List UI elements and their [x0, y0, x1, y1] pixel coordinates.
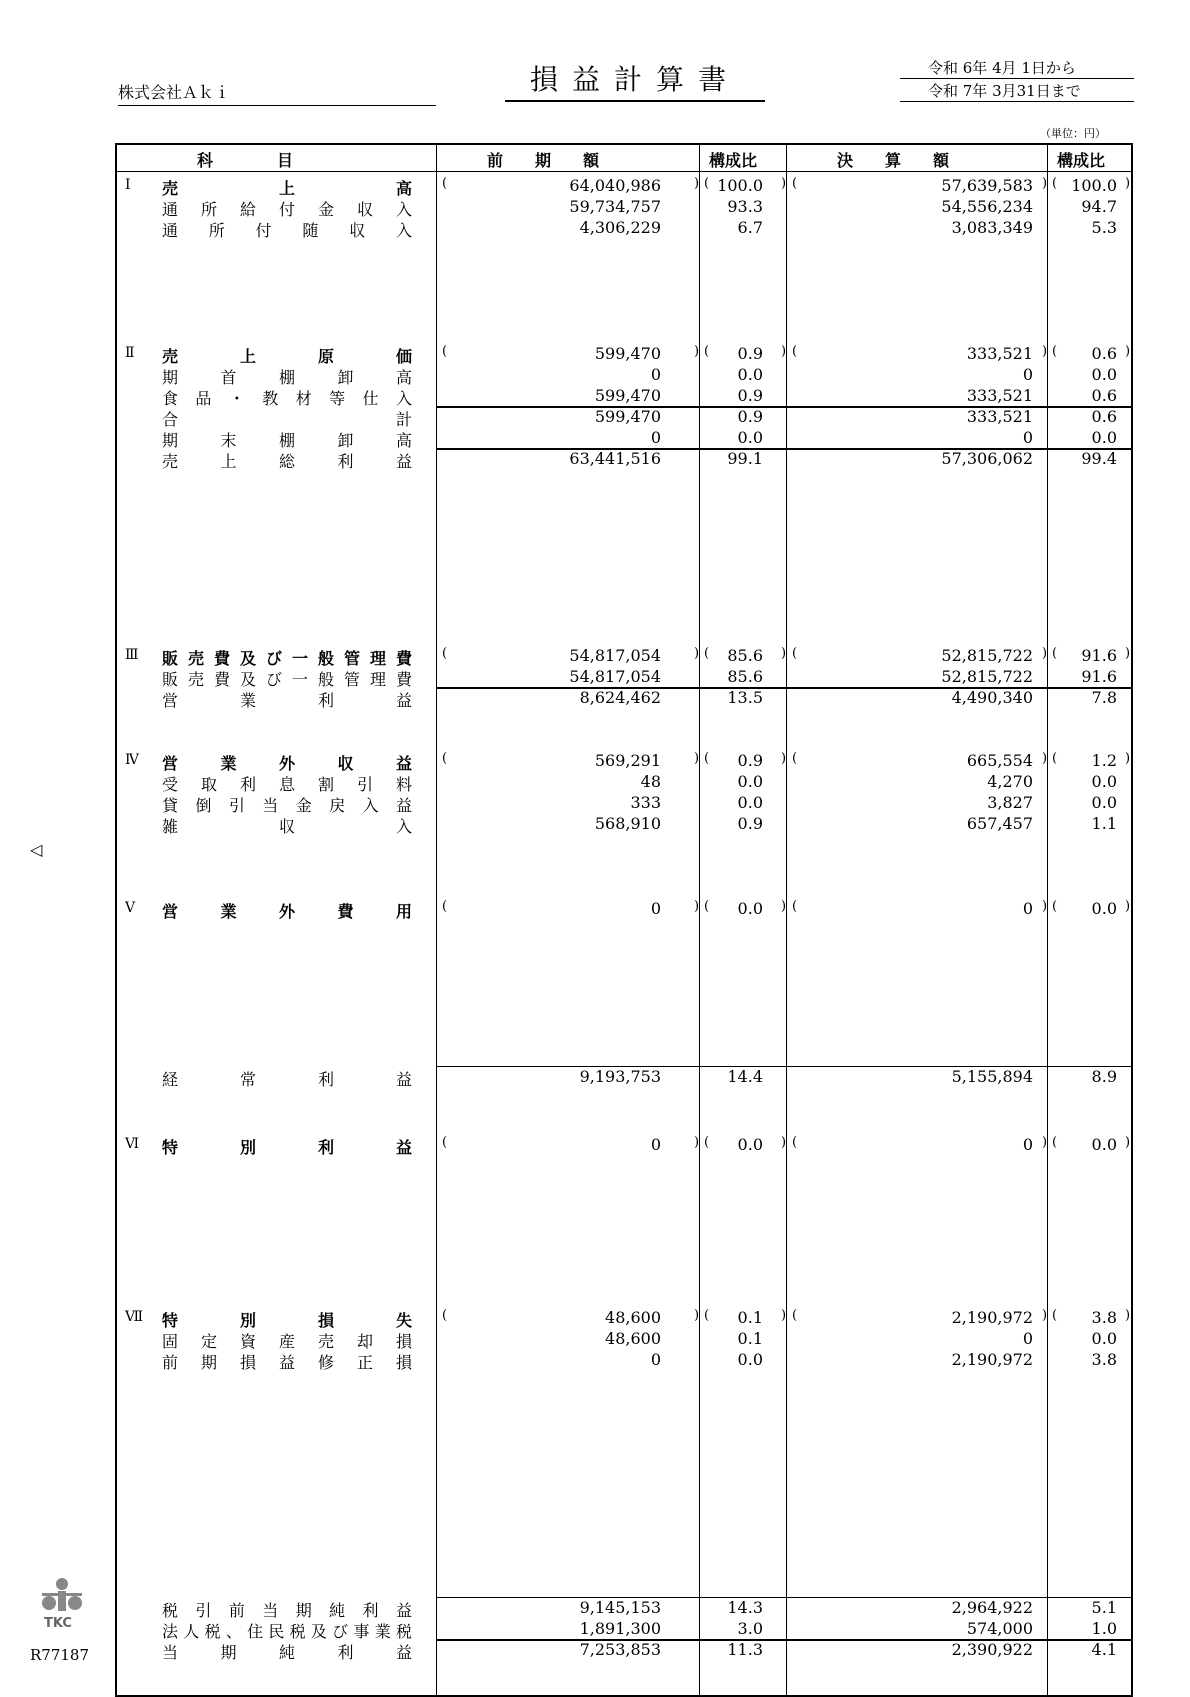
row-roman: Ⅰ	[125, 177, 131, 193]
row-label: 販売費及び一般管理費	[162, 670, 412, 689]
row-label: 法人税、住民税及び事業税	[162, 1622, 412, 1641]
header-cur-ratio: 構成比	[1057, 151, 1106, 170]
paren-mark: (	[442, 1135, 448, 1150]
table-row	[117, 218, 1131, 239]
row-prev-ratio: 13.5	[727, 688, 763, 707]
table-row	[117, 1350, 1131, 1371]
company-name: 株式会社Ａｋｉ	[118, 80, 436, 106]
row-label: 経常利益	[162, 1070, 412, 1089]
paren-mark: )	[1042, 899, 1048, 914]
paren-mark: (	[704, 899, 710, 914]
row-prev-amount: 7,253,853	[579, 1640, 661, 1659]
row-label: 売上高	[162, 179, 412, 198]
row-cur-ratio: 0.0	[1091, 793, 1117, 812]
row-cur-amount: 0	[1022, 1329, 1033, 1348]
row-label: 営業外費用	[162, 902, 412, 921]
row-cur-amount: 333,521	[966, 407, 1033, 426]
row-label: 営業外収益	[162, 754, 412, 773]
row-cur-amount: 0	[1022, 1135, 1033, 1154]
paren-mark: (	[704, 344, 710, 359]
paren-mark: )	[1125, 751, 1131, 766]
row-prev-amount: 54,817,054	[569, 667, 661, 686]
table-row	[117, 899, 1131, 920]
row-prev-ratio: 14.3	[727, 1598, 763, 1617]
row-prev-amount: 9,145,153	[579, 1598, 661, 1617]
row-cur-ratio: 3.8	[1091, 1350, 1117, 1369]
paren-mark: )	[1125, 646, 1131, 661]
row-label: 通所給付金収入	[162, 200, 412, 219]
row-cur-ratio: 0.0	[1091, 428, 1117, 447]
table-row	[117, 1329, 1131, 1350]
table-row	[117, 688, 1131, 709]
paren-mark: )	[1125, 899, 1131, 914]
row-cur-amount: 3,083,349	[951, 218, 1033, 237]
row-prev-amount: 48,600	[605, 1308, 661, 1327]
header-prev-amount: 前 期 額	[487, 151, 600, 170]
paren-mark: (	[704, 646, 710, 661]
row-cur-amount: 4,270	[987, 772, 1033, 791]
sum-line	[436, 1066, 1131, 1067]
row-prev-ratio: 100.0	[717, 176, 763, 195]
table-row	[117, 646, 1131, 667]
paren-mark: )	[1125, 344, 1131, 359]
table-row	[117, 814, 1131, 835]
row-cur-amount: 0	[1022, 899, 1033, 918]
paren-mark: )	[694, 1308, 700, 1323]
paren-mark: )	[1125, 1308, 1131, 1323]
paren-mark: (	[442, 1308, 448, 1323]
table-row	[117, 1308, 1131, 1329]
period-to: 令和 7年 3月31日まで	[900, 79, 1134, 102]
sum-line	[436, 1597, 1131, 1598]
row-prev-ratio: 11.3	[727, 1640, 763, 1659]
row-label: 税引前当期純利益	[162, 1601, 412, 1620]
paren-mark: )	[781, 1308, 787, 1323]
row-cur-ratio: 0.0	[1091, 365, 1117, 384]
table-row	[117, 1640, 1131, 1661]
row-prev-amount: 9,193,753	[579, 1067, 661, 1086]
row-prev-amount: 1,891,300	[579, 1619, 661, 1638]
table-row	[117, 428, 1131, 449]
row-cur-amount: 0	[1022, 365, 1033, 384]
row-cur-ratio: 8.9	[1091, 1067, 1117, 1086]
row-prev-ratio: 0.0	[737, 899, 763, 918]
paren-mark: )	[1042, 176, 1048, 191]
row-prev-ratio: 0.1	[737, 1329, 763, 1348]
row-prev-amount: 333	[630, 793, 661, 812]
sum-line	[436, 688, 1131, 689]
row-prev-ratio: 0.9	[737, 344, 763, 363]
paren-mark: (	[442, 344, 448, 359]
row-label: 貸倒引当金戻入益	[162, 796, 412, 815]
row-cur-ratio: 0.0	[1091, 1329, 1117, 1348]
period	[900, 56, 1134, 102]
row-prev-amount: 599,470	[594, 386, 661, 405]
row-prev-ratio: 0.1	[737, 1308, 763, 1327]
row-cur-ratio: 99.4	[1081, 449, 1117, 468]
row-cur-amount: 52,815,722	[941, 667, 1033, 686]
row-cur-amount: 657,457	[966, 814, 1033, 833]
row-cur-ratio: 4.1	[1091, 1640, 1117, 1659]
table-header	[117, 145, 1131, 172]
row-prev-amount: 0	[650, 899, 661, 918]
paren-mark: )	[1042, 344, 1048, 359]
sum-line	[436, 449, 1131, 450]
paren-mark: )	[1042, 646, 1048, 661]
row-cur-ratio: 5.1	[1091, 1598, 1117, 1617]
row-label: 期末棚卸高	[162, 431, 412, 450]
row-prev-amount: 0	[650, 365, 661, 384]
income-statement-table	[115, 143, 1133, 1697]
row-roman: Ⅴ	[125, 900, 136, 916]
logo-text: TKC	[44, 1616, 72, 1631]
row-prev-amount: 599,470	[594, 407, 661, 426]
paren-mark: (	[1052, 176, 1058, 191]
table-row	[117, 386, 1131, 407]
row-prev-amount: 0	[650, 1135, 661, 1154]
row-label: 売上原価	[162, 347, 412, 366]
row-cur-amount: 57,639,583	[941, 176, 1033, 195]
unit-label: （単位：円）	[1040, 127, 1106, 140]
row-prev-ratio: 0.0	[737, 1135, 763, 1154]
table-row	[117, 1135, 1131, 1156]
row-label: 特別利益	[162, 1138, 412, 1157]
paren-mark: (	[792, 1308, 798, 1323]
table-row	[117, 449, 1131, 470]
row-prev-ratio: 0.0	[737, 365, 763, 384]
row-cur-amount: 5,155,894	[951, 1067, 1033, 1086]
row-roman: Ⅶ	[125, 1309, 144, 1325]
row-cur-ratio: 0.0	[1091, 899, 1117, 918]
row-cur-ratio: 100.0	[1071, 176, 1117, 195]
row-prev-ratio: 0.0	[737, 428, 763, 447]
row-prev-amount: 0	[650, 428, 661, 447]
row-prev-ratio: 99.1	[727, 449, 763, 468]
row-prev-ratio: 0.0	[737, 772, 763, 791]
paren-mark: )	[781, 1135, 787, 1150]
paren-mark: )	[694, 646, 700, 661]
paren-mark: )	[781, 344, 787, 359]
row-cur-ratio: 0.0	[1091, 1135, 1117, 1154]
paren-mark: )	[1042, 1135, 1048, 1150]
row-prev-amount: 59,734,757	[569, 197, 661, 216]
row-cur-ratio: 0.6	[1091, 386, 1117, 405]
header-cur-amount: 決 算 額	[837, 151, 950, 170]
table-row	[117, 751, 1131, 772]
row-prev-ratio: 85.6	[727, 667, 763, 686]
row-cur-amount: 333,521	[966, 386, 1033, 405]
document-code: R77187	[30, 1646, 90, 1664]
row-cur-ratio: 7.8	[1091, 688, 1117, 707]
row-cur-amount: 333,521	[966, 344, 1033, 363]
table-row	[117, 197, 1131, 218]
sum-line	[436, 407, 1131, 408]
row-prev-amount: 8,624,462	[579, 688, 661, 707]
row-cur-ratio: 0.6	[1091, 407, 1117, 426]
row-prev-amount: 64,040,986	[569, 176, 661, 195]
paren-mark: (	[792, 344, 798, 359]
row-label: 合計	[162, 410, 412, 429]
row-label: 雑収入	[162, 817, 412, 836]
row-cur-ratio: 91.6	[1081, 667, 1117, 686]
paren-mark: )	[781, 646, 787, 661]
paren-mark: )	[1042, 751, 1048, 766]
row-label: 期首棚卸高	[162, 368, 412, 387]
paren-mark: (	[792, 646, 798, 661]
paren-mark: )	[781, 176, 787, 191]
row-prev-amount: 63,441,516	[569, 449, 661, 468]
row-cur-amount: 665,554	[966, 751, 1033, 770]
table-row	[117, 407, 1131, 428]
row-prev-ratio: 93.3	[727, 197, 763, 216]
table-row	[117, 667, 1131, 688]
paren-mark: (	[442, 751, 448, 766]
paren-mark: )	[1125, 1135, 1131, 1150]
row-roman: Ⅵ	[125, 1136, 140, 1152]
row-cur-amount: 2,964,922	[951, 1598, 1033, 1617]
row-prev-ratio: 14.4	[727, 1067, 763, 1086]
paren-mark: (	[792, 751, 798, 766]
row-prev-amount: 48	[640, 772, 661, 791]
table-row	[117, 772, 1131, 793]
row-cur-ratio: 5.3	[1091, 218, 1117, 237]
row-prev-ratio: 0.9	[737, 386, 763, 405]
row-prev-amount: 48,600	[605, 1329, 661, 1348]
row-prev-ratio: 0.9	[737, 407, 763, 426]
paren-mark: )	[694, 344, 700, 359]
row-prev-amount: 599,470	[594, 344, 661, 363]
row-prev-ratio: 3.0	[737, 1619, 763, 1638]
paren-mark: (	[1052, 344, 1058, 359]
row-cur-ratio: 0.6	[1091, 344, 1117, 363]
row-label: 食品・教材等仕入	[162, 389, 412, 408]
page-title: 損益計算書	[505, 58, 765, 102]
row-label: 通所付随収入	[162, 221, 412, 240]
row-cur-amount: 54,556,234	[941, 197, 1033, 216]
row-cur-ratio: 0.0	[1091, 772, 1117, 791]
row-cur-ratio: 91.6	[1081, 646, 1117, 665]
paren-mark: (	[442, 646, 448, 661]
header-prev-ratio: 構成比	[709, 151, 758, 170]
paren-mark: )	[1125, 176, 1131, 191]
paren-mark: (	[442, 176, 448, 191]
table-row	[117, 793, 1131, 814]
row-label: 営業利益	[162, 691, 412, 710]
sum-line	[436, 1640, 1131, 1641]
row-prev-amount: 569,291	[594, 751, 661, 770]
paren-mark: (	[792, 176, 798, 191]
header-subject: 科 目	[197, 151, 294, 170]
paren-mark: )	[781, 899, 787, 914]
paren-mark: (	[792, 899, 798, 914]
tkc-logo-icon	[40, 1577, 84, 1617]
row-label: 当期純利益	[162, 1643, 412, 1662]
paren-mark: (	[704, 751, 710, 766]
row-prev-ratio: 0.0	[737, 793, 763, 812]
row-label: 特別損失	[162, 1311, 412, 1330]
row-cur-ratio: 1.1	[1091, 814, 1117, 833]
row-roman: Ⅱ	[125, 345, 135, 361]
paren-mark: (	[442, 899, 448, 914]
row-cur-amount: 2,190,972	[951, 1308, 1033, 1327]
side-mark: ◁	[30, 840, 43, 859]
row-prev-amount: 54,817,054	[569, 646, 661, 665]
row-cur-amount: 4,490,340	[951, 688, 1033, 707]
paren-mark: )	[694, 1135, 700, 1150]
paren-mark: (	[792, 1135, 798, 1150]
row-roman: Ⅳ	[125, 752, 139, 768]
row-label: 受取利息割引料	[162, 775, 412, 794]
paren-mark: )	[781, 751, 787, 766]
paren-mark: (	[1052, 646, 1058, 661]
row-cur-amount: 52,815,722	[941, 646, 1033, 665]
table-row	[117, 344, 1131, 365]
row-prev-amount: 0	[650, 1350, 661, 1369]
paren-mark: )	[694, 899, 700, 914]
table-row	[117, 176, 1131, 197]
table-row	[117, 1067, 1131, 1088]
row-cur-amount: 3,827	[987, 793, 1033, 812]
row-prev-ratio: 6.7	[737, 218, 763, 237]
row-label: 売上総利益	[162, 452, 412, 471]
row-roman: Ⅲ	[125, 647, 139, 663]
paren-mark: (	[704, 176, 710, 191]
row-prev-ratio: 0.9	[737, 814, 763, 833]
paren-mark: (	[1052, 751, 1058, 766]
row-label: 販売費及び一般管理費	[162, 649, 412, 668]
row-cur-amount: 57,306,062	[941, 449, 1033, 468]
row-prev-amount: 568,910	[594, 814, 661, 833]
row-cur-ratio: 1.2	[1091, 751, 1117, 770]
paren-mark: (	[704, 1308, 710, 1323]
paren-mark: )	[694, 176, 700, 191]
row-prev-ratio: 0.9	[737, 751, 763, 770]
table-row	[117, 1619, 1131, 1640]
row-cur-ratio: 94.7	[1081, 197, 1117, 216]
row-label: 固定資産売却損	[162, 1332, 412, 1351]
paren-mark: (	[1052, 1308, 1058, 1323]
paren-mark: )	[1042, 1308, 1048, 1323]
paren-mark: (	[704, 1135, 710, 1150]
row-prev-amount: 4,306,229	[579, 218, 661, 237]
row-cur-amount: 2,390,922	[951, 1640, 1033, 1659]
row-cur-amount: 2,190,972	[951, 1350, 1033, 1369]
table-row	[117, 1598, 1131, 1619]
paren-mark: (	[1052, 1135, 1058, 1150]
period-from: 令和 6年 4月 1日から	[900, 56, 1134, 79]
row-prev-ratio: 0.0	[737, 1350, 763, 1369]
paren-mark: (	[1052, 899, 1058, 914]
row-cur-amount: 0	[1022, 428, 1033, 447]
row-cur-amount: 574,000	[966, 1619, 1033, 1638]
table-row	[117, 365, 1131, 386]
row-cur-ratio: 1.0	[1091, 1619, 1117, 1638]
row-cur-ratio: 3.8	[1091, 1308, 1117, 1327]
row-label: 前期損益修正損	[162, 1353, 412, 1372]
row-prev-ratio: 85.6	[727, 646, 763, 665]
paren-mark: )	[694, 751, 700, 766]
